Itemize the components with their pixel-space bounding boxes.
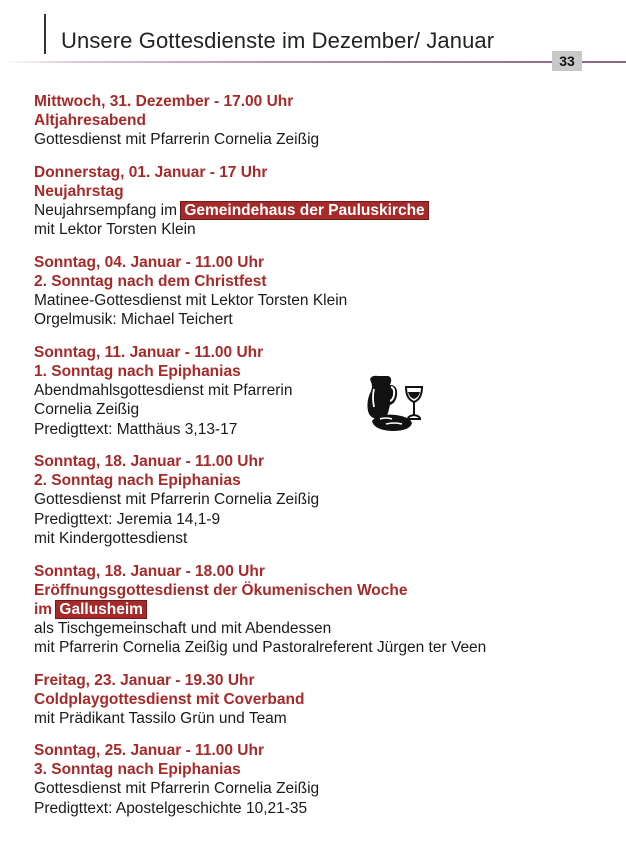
service-detail: Matinee-Gottesdienst mit Lektor Torsten Klein — [34, 291, 348, 309]
service-detail: Orgelmusik: Michael Teichert — [34, 311, 233, 328]
service-detail: mit Kindergottesdienst — [34, 530, 188, 547]
header-divider-bar — [44, 14, 46, 54]
service-date: Freitag, 23. Januar - 19.30 Uhr — [34, 671, 255, 689]
service-entry — [34, 671, 619, 729]
service-detail: Predigttext: Apostelgeschichte 10,21-35 — [34, 799, 308, 817]
service-venue-line — [34, 201, 619, 221]
service-entry — [34, 452, 619, 549]
service-date: Donnerstag, 01. Januar - 17 Uhr — [34, 163, 268, 181]
service-detail: Abendmahlsgottesdienst mit Pfarrerin — [34, 381, 293, 399]
service-detail: Predigttext: Matthäus 3,13-17 — [34, 420, 238, 438]
service-detail: Cornelia Zeißig — [34, 401, 140, 418]
service-detail: als Tischgemeinschaft und mit Abendessen — [34, 619, 332, 637]
header-rule — [0, 61, 626, 63]
service-entry — [34, 92, 619, 150]
venue-highlight: Gemeindehaus der Pauluskirche — [181, 202, 427, 219]
venue-prefix: Neujahrsempfang im — [34, 201, 182, 219]
venue-highlight: Gallusheim — [56, 601, 146, 618]
service-detail: Gottesdienst mit Pfarrerin Cornelia Zeißig — [34, 780, 320, 797]
service-date: Sonntag, 18. Januar - 11.00 Uhr — [34, 453, 264, 470]
service-entry — [34, 163, 619, 240]
service-name: 2. Sonntag nach Epiphanias — [34, 472, 241, 489]
service-entry — [34, 562, 619, 658]
service-name: Coldplaygottesdienst mit Coverband — [34, 690, 305, 708]
service-entry — [34, 741, 619, 818]
service-detail: mit Prädikant Tassilo Grün und Team — [34, 709, 287, 727]
service-detail: Gottesdienst mit Pfarrerin Cornelia Zeißig — [34, 131, 320, 148]
service-detail: Gottesdienst mit Pfarrerin Cornelia Zeißig — [34, 491, 320, 508]
service-date: Mittwoch, 31. Dezember - 17.00 Uhr — [34, 93, 294, 110]
service-date: Sonntag, 04. Januar - 11.00 Uhr — [34, 253, 264, 271]
service-detail: mit Lektor Torsten Klein — [34, 221, 196, 238]
page-title: Unsere Gottesdienste im Dezember/ Januar — [61, 28, 495, 53]
page-number: 33 — [552, 51, 582, 71]
service-entry — [34, 253, 619, 330]
service-name: 2. Sonntag nach dem Christfest — [34, 272, 267, 290]
communion-icon — [362, 373, 428, 433]
service-date: Sonntag, 11. Januar - 11.00 Uhr — [34, 343, 264, 361]
service-name: Eröffnungsgottesdienst der Ökumenischen Woche — [34, 581, 408, 599]
service-venue-line — [34, 600, 619, 619]
service-entry — [34, 343, 619, 440]
service-name: 3. Sonntag nach Epiphanias — [34, 761, 241, 778]
service-name: Altjahresabend — [34, 112, 146, 129]
service-date: Sonntag, 25. Januar - 11.00 Uhr — [34, 742, 264, 759]
service-name: Neujahrstag — [34, 182, 124, 200]
venue-prefix: im — [34, 600, 57, 618]
service-list — [34, 92, 619, 831]
service-detail: mit Pfarrerin Cornelia Zeißig und Pastoralreferent Jürgen ter Veen — [34, 639, 487, 656]
service-name: 1. Sonntag nach Epiphanias — [34, 362, 241, 380]
service-date: Sonntag, 18. Januar - 18.00 Uhr — [34, 562, 265, 580]
service-detail: Predigttext: Jeremia 14,1-9 — [34, 510, 221, 528]
